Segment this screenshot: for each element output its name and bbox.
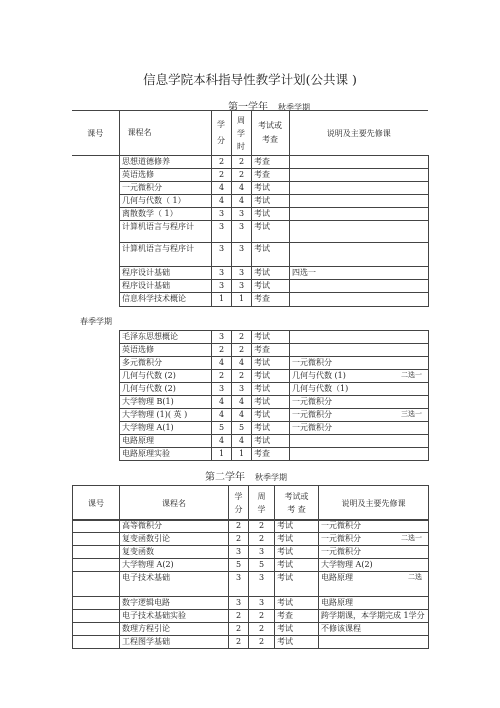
course-credit-cell: 2 — [212, 169, 232, 182]
course-weeks-cell: 1 — [232, 448, 252, 461]
course-note-text: 电路原理 — [321, 598, 353, 607]
course-note-group-label: 三选一 — [401, 410, 422, 418]
course-credit-cell: 4 — [212, 357, 232, 370]
course-note-text: 一元微积分 — [292, 423, 332, 432]
course-weeks-cell: 2 — [249, 623, 275, 636]
header-weeks: 周 学 时 — [231, 111, 251, 156]
course-exam-cell: 考试 — [252, 221, 290, 243]
table-row — [120, 331, 429, 344]
table-row — [73, 559, 429, 572]
course-weeks-cell: 2 — [249, 636, 275, 649]
table-row — [120, 280, 429, 293]
course-weeks-cell: 3 — [249, 546, 275, 559]
table-row — [73, 597, 429, 610]
course-name-cell: 一元微积分 — [120, 182, 212, 195]
course-note-text: 一元微积分 — [321, 521, 361, 530]
course-note-text: 一元微积分 — [321, 534, 361, 543]
course-credit-cell: 3 — [212, 383, 232, 396]
spring-semester-label: 春季学期 — [80, 317, 112, 326]
course-name-cell: 英语选修 — [120, 344, 212, 357]
header-code: 课号 — [72, 111, 119, 156]
course-exam-cell: 考试 — [275, 623, 319, 636]
course-note-cell — [290, 370, 429, 383]
course-note-text: 一元微积分 — [292, 358, 332, 367]
course-credit-cell: 5 — [229, 559, 249, 572]
course-exam-cell: 考试 — [252, 208, 290, 221]
course-code-cell — [73, 559, 120, 572]
course-credit-cell: 2 — [212, 370, 232, 383]
course-exam-cell: 考试 — [275, 636, 319, 649]
course-exam-cell: 考试 — [275, 572, 319, 597]
course-weeks-cell: 4 — [232, 182, 252, 195]
course-code-cell — [73, 623, 120, 636]
table-row — [120, 344, 429, 357]
year-one-term: 秋季学期 — [278, 103, 310, 112]
course-note-group-label: 二选一 — [401, 371, 422, 379]
course-name-cell: 计算机语言与程序计 — [120, 243, 212, 267]
course-weeks-cell: 3 — [249, 572, 275, 597]
course-name-cell: 程序设计基础 — [120, 267, 212, 280]
course-name-cell: 计算机语言与程序计 — [120, 221, 212, 243]
course-exam-cell: 考试 — [252, 331, 290, 344]
course-note-cell — [290, 267, 429, 280]
course-credit-cell: 2 — [229, 610, 249, 623]
course-exam-cell: 考查 — [252, 293, 290, 307]
course-exam-cell: 考试 — [275, 520, 319, 533]
course-name-cell: 电子技术基础 — [120, 572, 229, 597]
course-note-cell — [290, 422, 429, 435]
table-row — [120, 409, 429, 422]
course-note-text: 一元微积分 — [321, 547, 361, 556]
course-exam-cell: 考试 — [252, 182, 290, 195]
course-weeks-cell: 3 — [232, 208, 252, 221]
course-name-cell: 几何与代数（ 1） — [120, 195, 212, 208]
course-exam-cell: 考试 — [252, 370, 290, 383]
table-row — [120, 156, 429, 169]
course-note-cell — [290, 448, 429, 461]
year-two-term: 秋季学期 — [255, 473, 287, 482]
header2-credit: 学 分 — [229, 486, 249, 521]
course-note-cell — [290, 182, 429, 195]
table-row — [120, 370, 429, 383]
course-code-cell — [73, 572, 120, 597]
course-note-cell — [319, 636, 429, 649]
course-name-cell: 数理方程引论 — [120, 623, 229, 636]
course-note-cell — [319, 520, 429, 533]
table-row — [120, 422, 429, 435]
course-exam-cell: 考试 — [252, 422, 290, 435]
course-weeks-cell: 1 — [232, 293, 252, 307]
course-name-cell: 数字逻辑电路 — [120, 597, 229, 610]
course-name-cell: 电子技术基础实验 — [120, 610, 229, 623]
course-credit-cell: 4 — [212, 195, 232, 208]
year-one-header-table — [72, 110, 428, 156]
course-note-cell — [319, 597, 429, 610]
course-note-cell — [290, 243, 429, 267]
course-weeks-cell: 4 — [232, 357, 252, 370]
year-one-autumn-table — [119, 155, 429, 307]
course-name-cell: 复变函数引论 — [120, 533, 229, 546]
course-exam-cell: 考试 — [275, 559, 319, 572]
course-name-cell: 大学物理 A(2) — [120, 559, 229, 572]
course-credit-cell: 2 — [229, 636, 249, 649]
year-two-autumn-table — [72, 519, 429, 649]
course-exam-cell: 考试 — [252, 383, 290, 396]
course-weeks-cell: 2 — [232, 169, 252, 182]
course-exam-cell: 考查 — [252, 169, 290, 182]
course-name-cell: 几何与代数 (2) — [120, 370, 212, 383]
course-note-cell — [319, 533, 429, 546]
course-credit-cell: 2 — [212, 156, 232, 169]
course-weeks-cell: 3 — [232, 383, 252, 396]
course-exam-cell: 考试 — [275, 597, 319, 610]
header-name: 课程名 — [119, 111, 211, 156]
course-note-cell — [290, 396, 429, 409]
year-two-heading — [205, 468, 287, 483]
course-note-text: 跨学期课，本学期完成 1学分 — [321, 611, 425, 620]
course-weeks-cell: 4 — [232, 396, 252, 409]
header-credit: 学 分 — [211, 111, 231, 156]
table-row — [120, 396, 429, 409]
course-weeks-cell: 3 — [232, 280, 252, 293]
header2-name: 课程名 — [120, 486, 229, 521]
course-note-cell — [290, 383, 429, 396]
header2-exam: 考试或 考 查 — [275, 486, 319, 521]
course-code-cell — [73, 597, 120, 610]
header2-weeks: 周 学 — [249, 486, 275, 521]
course-code-cell — [73, 546, 120, 559]
table-row — [120, 293, 429, 307]
year-one-spring-table — [119, 330, 429, 461]
course-name-cell: 复变函数 — [120, 546, 229, 559]
course-weeks-cell: 5 — [232, 422, 252, 435]
course-note-text: 大学物理 A(2) — [321, 560, 373, 569]
table-row — [73, 610, 429, 623]
course-note-cell — [290, 156, 429, 169]
course-exam-cell: 考查 — [275, 610, 319, 623]
course-weeks-cell: 2 — [232, 370, 252, 383]
table-row — [73, 636, 429, 649]
course-credit-cell: 3 — [212, 208, 232, 221]
table-row — [120, 357, 429, 370]
table-row — [120, 195, 429, 208]
table-row — [120, 208, 429, 221]
course-credit-cell: 4 — [212, 182, 232, 195]
course-note-cell — [290, 435, 429, 448]
course-exam-cell: 考试 — [252, 280, 290, 293]
course-note-cell — [290, 169, 429, 182]
course-credit-cell: 3 — [229, 572, 249, 597]
course-exam-cell: 考查 — [252, 156, 290, 169]
course-note-cell — [290, 280, 429, 293]
course-credit-cell: 2 — [229, 520, 249, 533]
course-weeks-cell: 2 — [232, 156, 252, 169]
table-row — [73, 520, 429, 533]
table-row — [73, 572, 429, 597]
course-note-cell — [290, 293, 429, 307]
course-exam-cell: 考试 — [275, 546, 319, 559]
course-exam-cell: 考查 — [252, 344, 290, 357]
course-note-text: 几何与代数（1) — [292, 384, 349, 393]
course-weeks-cell: 3 — [249, 597, 275, 610]
course-note-cell — [319, 572, 429, 597]
course-weeks-cell: 2 — [249, 610, 275, 623]
course-credit-cell: 3 — [212, 331, 232, 344]
table-row — [120, 169, 429, 182]
header-note: 说明及主要先修课 — [289, 111, 428, 156]
course-exam-cell: 考试 — [252, 195, 290, 208]
course-name-cell: 高等微积分 — [120, 520, 229, 533]
course-note-cell — [290, 409, 429, 422]
table-row — [73, 533, 429, 546]
course-name-cell: 毛泽东思想概论 — [120, 331, 212, 344]
header-exam: 考试或 考查 — [251, 111, 289, 156]
course-weeks-cell: 4 — [232, 195, 252, 208]
course-credit-cell: 2 — [212, 344, 232, 357]
course-weeks-cell: 2 — [249, 533, 275, 546]
course-note-cell — [290, 344, 429, 357]
course-exam-cell: 考试 — [252, 396, 290, 409]
course-exam-cell: 考试 — [275, 533, 319, 546]
table-row — [120, 448, 429, 461]
course-weeks-cell: 5 — [249, 559, 275, 572]
course-weeks-cell: 4 — [232, 409, 252, 422]
course-name-cell: 大学物理 (1)( 英 ) — [120, 409, 212, 422]
course-name-cell: 大学物理 B(1) — [120, 396, 212, 409]
course-note-text: 几何与代数 (1) — [292, 371, 346, 380]
course-code-cell — [73, 610, 120, 623]
course-note-text: 不修该课程 — [321, 624, 361, 633]
course-credit-cell: 4 — [212, 396, 232, 409]
table-row — [120, 182, 429, 195]
course-name-cell: 电路原理 — [120, 435, 212, 448]
course-note-cell — [290, 221, 429, 243]
table-row — [73, 623, 429, 636]
course-name-cell: 工程图学基础 — [120, 636, 229, 649]
year-one-label: 第一学年 — [228, 102, 268, 113]
course-credit-cell: 3 — [212, 280, 232, 293]
course-note-cell — [319, 546, 429, 559]
course-name-cell: 大学物理 A(1) — [120, 422, 212, 435]
course-name-cell: 电路原理实验 — [120, 448, 212, 461]
course-exam-cell: 考试 — [252, 243, 290, 267]
course-name-cell: 思想道德修养 — [120, 156, 212, 169]
course-name-cell: 英语选修 — [120, 169, 212, 182]
header2-code: 课号 — [73, 486, 120, 521]
header2-note: 说明及主要先修课 — [319, 486, 429, 521]
table-row — [120, 435, 429, 448]
course-credit-cell: 1 — [212, 293, 232, 307]
course-note-cell — [290, 208, 429, 221]
course-code-cell — [73, 636, 120, 649]
course-weeks-cell: 2 — [249, 520, 275, 533]
course-code-cell — [73, 520, 120, 533]
course-note-cell — [290, 331, 429, 344]
course-note-cell — [319, 623, 429, 636]
course-exam-cell: 考查 — [252, 448, 290, 461]
course-credit-cell: 4 — [212, 435, 232, 448]
table-row — [73, 546, 429, 559]
course-credit-cell: 2 — [229, 623, 249, 636]
course-credit-cell: 3 — [229, 546, 249, 559]
course-name-cell: 信息科学技术概论 — [120, 293, 212, 307]
course-credit-cell: 3 — [212, 267, 232, 280]
table-row — [120, 221, 429, 243]
table-row — [120, 267, 429, 280]
course-weeks-cell: 3 — [232, 221, 252, 243]
course-weeks-cell: 2 — [232, 331, 252, 344]
course-exam-cell: 考试 — [252, 409, 290, 422]
course-note-cell — [319, 610, 429, 623]
course-weeks-cell: 4 — [232, 435, 252, 448]
course-credit-cell: 5 — [212, 422, 232, 435]
page-title: 信息学院本科指导性教学计划(公共课 ) — [143, 72, 357, 87]
course-note-cell — [290, 357, 429, 370]
year-two-label: 第二学年 — [205, 472, 245, 483]
course-note-text: 四选一 — [292, 268, 316, 277]
table-row — [120, 243, 429, 267]
course-name-cell: 多元微积分 — [120, 357, 212, 370]
course-weeks-cell: 3 — [232, 267, 252, 280]
course-credit-cell: 3 — [229, 597, 249, 610]
course-note-group-label: 二选一 — [401, 534, 422, 542]
year-two-header-table — [72, 485, 429, 521]
course-note-cell — [290, 195, 429, 208]
course-name-cell: 离散数学（ 1） — [120, 208, 212, 221]
course-credit-cell: 2 — [229, 533, 249, 546]
course-weeks-cell: 2 — [232, 344, 252, 357]
course-note-text: 电路原理 — [321, 573, 353, 582]
course-name-cell: 程序设计基础 — [120, 280, 212, 293]
course-credit-cell: 4 — [212, 409, 232, 422]
course-exam-cell: 考试 — [252, 267, 290, 280]
course-code-cell — [73, 533, 120, 546]
course-credit-cell: 3 — [212, 221, 232, 243]
course-note-cell — [319, 559, 429, 572]
course-note-text: 一元微积分 — [292, 410, 332, 419]
course-note-group-label: 二选 — [408, 573, 422, 581]
course-credit-cell: 1 — [212, 448, 232, 461]
course-exam-cell: 考试 — [252, 435, 290, 448]
course-note-text: 一元微积分 — [292, 397, 332, 406]
course-exam-cell: 考试 — [252, 357, 290, 370]
course-name-cell: 几何与代数 (2) — [120, 383, 212, 396]
course-credit-cell: 3 — [212, 243, 232, 267]
course-weeks-cell: 3 — [232, 243, 252, 267]
table-row — [120, 383, 429, 396]
